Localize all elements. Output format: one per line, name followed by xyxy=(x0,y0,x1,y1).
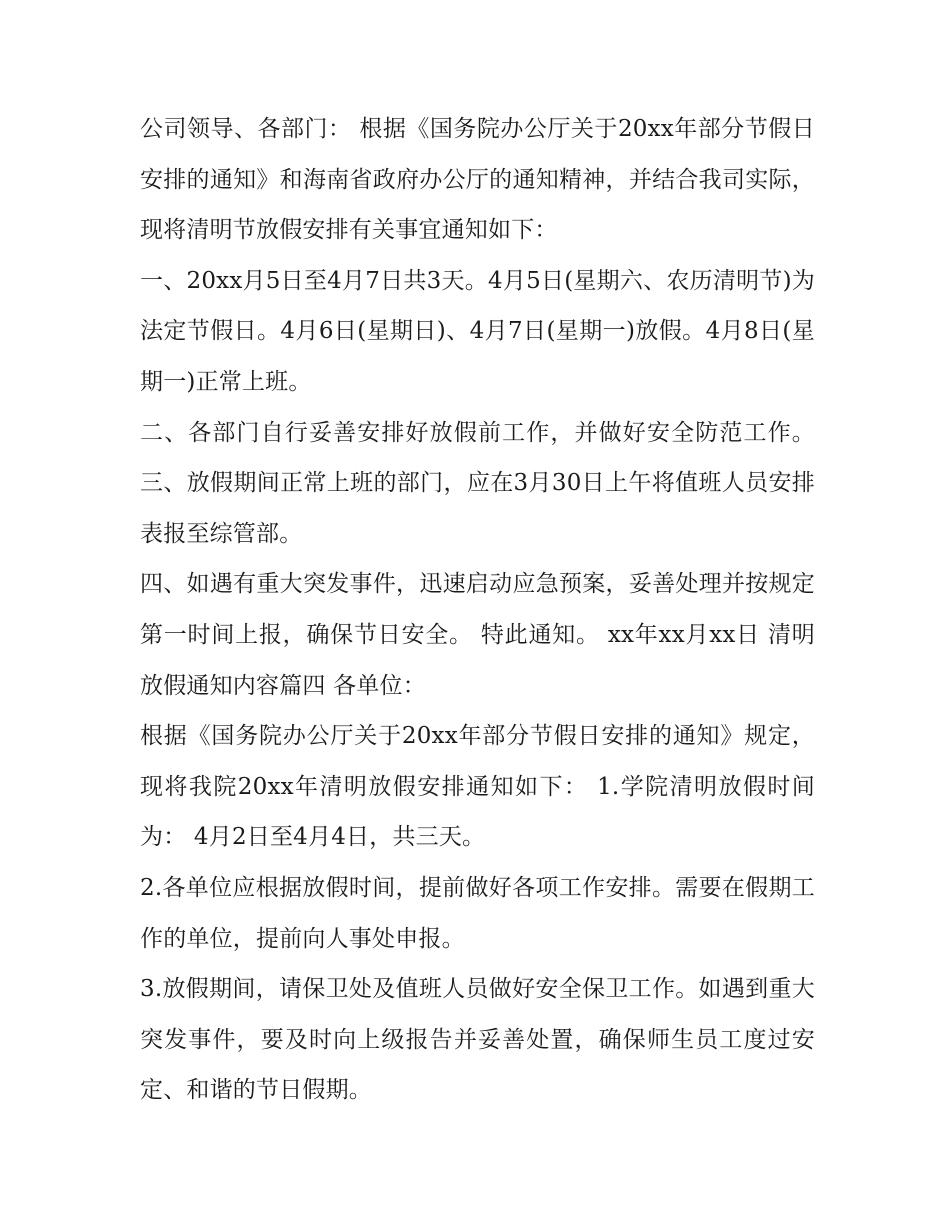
paragraph-greeting: 公司领导、各部门： 根据《国务院办公厅关于20xx年部分节假日安排的通知》和海南省政府办公厅的通知精神，并结合我司实际，现将清明节放假安排有关事宜通知如下： xyxy=(140,116,815,244)
paragraph-point-3: 3.放假期间，请保卫处及值班人员做好安全保卫工作。如遇到重大突发事件，要及时向上级报告并妥善处置，确保师生员工度过安定、和谐的节日假期。 xyxy=(140,976,815,1104)
paragraph-item-2-3: 二、各部门自行妥善安排好放假前工作，并做好安全防范工作。 三、放假期间正常上班的部门，应在3月30日上午将值班人员安排表报至综管部。 xyxy=(140,419,815,547)
paragraph-item-1: 一、20xx月5日至4月7日共3天。4月5日(星期六、农历清明节)为法定节假日。4月6日(星期日)、4月7日(星期一)放假。4月8日(星期一)正常上班。 xyxy=(140,267,815,395)
paragraph-point-2: 2.各单位应根据放假时间，提前做好各项工作安排。需要在假期工作的单位，提前向人事处申报。 xyxy=(140,874,815,952)
document-body xyxy=(140,104,815,1116)
paragraph-notice-2: 根据《国务院办公厅关于20xx年部分节假日安排的通知》规定，现将我院20xx年清明放假安排通知如下： 1.学院清明放假时间为： 4月2日至4月4日，共三天。 xyxy=(140,723,815,851)
paragraph-item-4: 四、如遇有重大突发事件，迅速启动应急预案，妥善处理并按规定第一时间上报，确保节日安全。 特此通知。 xx年xx月xx日 清明放假通知内容篇四 各单位： xyxy=(140,571,815,699)
